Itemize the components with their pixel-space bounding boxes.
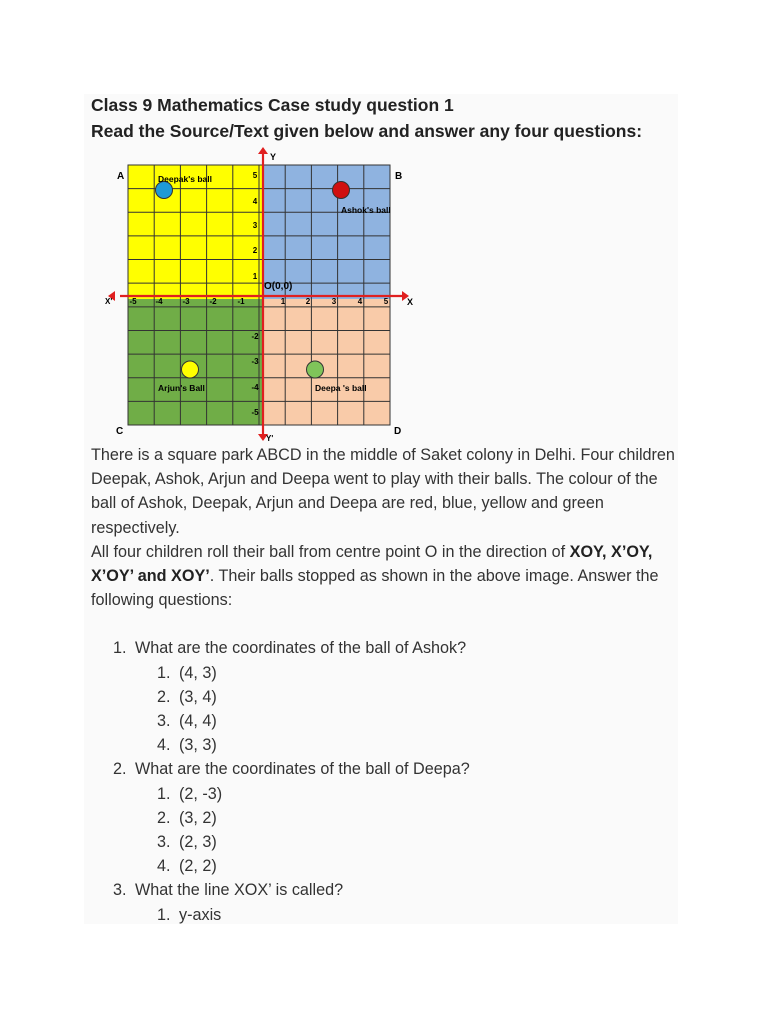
x-tick-label: -3 xyxy=(182,297,190,306)
option-list xyxy=(135,782,681,879)
y-prime-axis-label: Y' xyxy=(266,434,274,443)
y-tick-label: 5 xyxy=(252,171,258,180)
x-tick-label: -4 xyxy=(155,297,163,306)
option-item: 1. y-axis xyxy=(157,903,681,927)
question-item xyxy=(113,878,681,926)
page-title: Class 9 Mathematics Case study question 1 xyxy=(91,95,454,115)
article-body xyxy=(91,443,681,927)
quadrant-1-fill xyxy=(262,165,390,299)
option-list xyxy=(135,903,681,927)
direction-text-end: . Their balls stopped as shown in the above image. Answer the following questions: xyxy=(91,567,659,610)
y-tick-label: 1 xyxy=(252,272,258,281)
corner-c-label: C xyxy=(116,426,124,437)
option-item: 4. (3, 3) xyxy=(157,733,681,757)
corner-b-label: B xyxy=(395,171,403,182)
direction-text-start: All four children roll their ball from centre point O in the direction of xyxy=(91,542,570,561)
deepa-ball-label: Deepa 's ball xyxy=(315,383,367,393)
question-item xyxy=(113,636,681,757)
arjun-ball-icon xyxy=(182,361,199,378)
option-item: 1. (4, 3) xyxy=(157,661,681,685)
corner-d-label: D xyxy=(394,426,402,437)
page-subtitle: Read the Source/Text given below and answer any four questions: xyxy=(91,121,643,141)
question-text: What are the coordinates of the ball of Ashok? xyxy=(135,639,467,658)
intro-paragraph: There is a square park ABCD in the middle of Saket colony in Delhi. Four children Deepak, Ashok, Arjun and Deepa went to play with their balls. The colour of the ball of Ashok, Deepak, Arjun and Deepa are red, blue, yellow and green respectively. xyxy=(91,446,675,537)
y-tick-label: 4 xyxy=(252,197,258,206)
x-tick-label: -1 xyxy=(237,297,245,306)
x-tick-label: -2 xyxy=(209,297,217,306)
x-prime-axis-label: X' xyxy=(105,297,113,306)
option-item: 2. (3, 4) xyxy=(157,685,681,709)
ashok-ball-label: Ashok's ball xyxy=(341,205,391,215)
x-tick-label: 3 xyxy=(331,297,337,306)
direction-paragraph xyxy=(91,540,681,613)
deepak-ball-icon xyxy=(156,182,173,199)
y-tick-label: -3 xyxy=(251,357,259,366)
x-tick-label: -5 xyxy=(129,297,137,306)
y-tick-label: -2 xyxy=(251,332,259,341)
corner-a-label: A xyxy=(117,171,125,182)
y-axis-label: Y xyxy=(270,152,277,162)
coordinate-diagram xyxy=(100,146,430,444)
y-arrow-icon xyxy=(258,147,268,154)
origin-label: O(0,0) xyxy=(264,281,293,292)
x-tick-label: 2 xyxy=(305,297,311,306)
option-item: 4. (2, 2) xyxy=(157,854,681,878)
deepa-ball-icon xyxy=(307,361,324,378)
option-item: 1. (2, -3) xyxy=(157,782,681,806)
direction-text-bold: XOY, X’OY, X’OY’ and XOY’ xyxy=(91,542,653,586)
quadrant-2-fill xyxy=(128,165,262,299)
option-item: 2. (3, 2) xyxy=(157,806,681,830)
question-item xyxy=(113,757,681,878)
arjun-ball-label: Arjun's Ball xyxy=(158,383,205,393)
option-item: 3. (4, 4) xyxy=(157,709,681,733)
ashok-ball-icon xyxy=(333,182,350,199)
option-item: 3. (2, 3) xyxy=(157,830,681,854)
x-tick-label: 4 xyxy=(357,297,363,306)
x-tick-label: 5 xyxy=(383,297,389,306)
option-list xyxy=(135,661,681,758)
quadrant-4-fill xyxy=(262,299,390,425)
x-tick-label: 1 xyxy=(280,297,286,306)
y-tick-label: 3 xyxy=(252,221,258,230)
question-text: What are the coordinates of the ball of Deepa? xyxy=(135,760,470,779)
question-text: What the line XOX’ is called? xyxy=(135,881,344,900)
y-tick-label: 2 xyxy=(252,246,258,255)
quadrant-3-fill xyxy=(128,299,262,425)
deepak-ball-label: Deepak's ball xyxy=(158,174,212,184)
question-list xyxy=(91,636,681,926)
y-tick-label: -4 xyxy=(251,383,259,392)
y-tick-label: -5 xyxy=(251,408,259,417)
x-axis-label: X xyxy=(407,297,414,307)
